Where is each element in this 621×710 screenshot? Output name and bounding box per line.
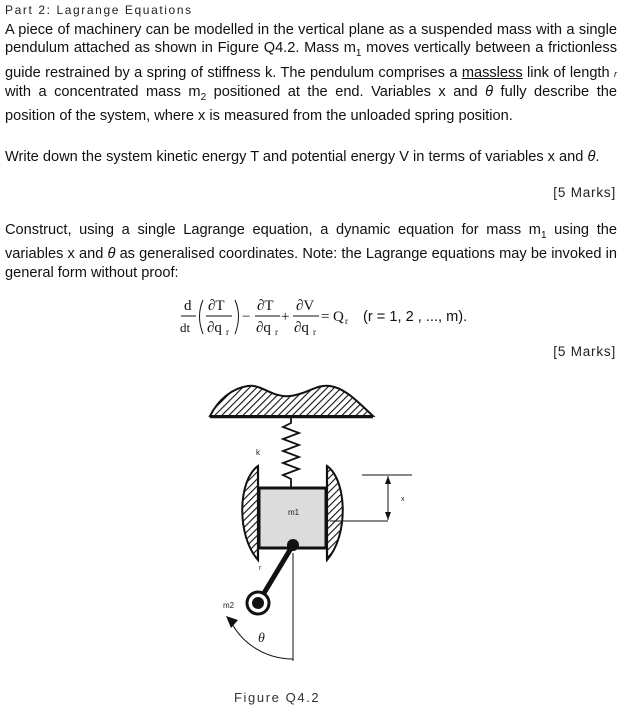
problem-description: A piece of machinery can be modelled in the vertical plane as a suspended mass with a single pendulum attached as shown in Figure Q4.2. Mass $m_1$ moves vertically between a frictionless guide restrained by a spring of stiffness k. The pendulum comprises a massless link of length r with a concentrated mass $m_2$ positioned at the end. Variables x and θ fully describe the position of the system, where x is measured from the unloaded spring position. (5, 22, 618, 125)
question-lagrange: Construct, using a single Lagrange equation, a dynamic equation for mass $m_1$ using the variables x and θ as generalised coordinates. Note: the Lagrange equations may be invoked in general form without proof: (5, 222, 617, 281)
label-r: r (259, 565, 262, 572)
ceiling-support (210, 386, 373, 416)
eq-minus: − (242, 309, 251, 325)
eq-sub-r-3: r (313, 327, 316, 337)
left-guide (242, 466, 258, 560)
mass-m1 (259, 488, 326, 548)
eq-dT-2: ∂T (257, 298, 274, 314)
eq-dq-1: ∂q (207, 320, 222, 336)
right-guide (327, 466, 343, 560)
eq-range: (r = 1, 2 , ..., m). (363, 309, 468, 325)
eq-dt: dt (180, 320, 191, 335)
eq-dV: ∂V (296, 298, 315, 314)
label-k: k (256, 448, 260, 457)
marks-1: [5 Marks] (553, 185, 616, 200)
eq-sub-r-4: r (345, 316, 348, 326)
eq-dT-1: ∂T (208, 298, 225, 314)
spring (283, 417, 299, 488)
eq-dq-3: ∂q (294, 320, 309, 336)
figure-caption: Figure Q4.2 (234, 690, 321, 705)
label-theta: θ (258, 631, 265, 646)
lagrange-equation (0, 296, 621, 340)
part-header: Part 2: Lagrange Equations (5, 3, 193, 17)
label-x: x (401, 496, 405, 503)
question-energy: Write down the system kinetic energy T and potential energy V in terms of variables x and θ. (5, 149, 600, 165)
eq-dq-2: ∂q (256, 320, 271, 336)
pivot (287, 539, 299, 551)
label-m2: m2 (223, 601, 235, 610)
eq-d: d (184, 298, 192, 314)
label-m1: m1 (288, 508, 300, 517)
eq-sub-r-1: r (226, 327, 229, 337)
figure-q4-2 (0, 370, 621, 690)
eq-equals: = (321, 309, 330, 325)
marks-2: [5 Marks] (553, 344, 616, 359)
eq-Q: Q (333, 309, 344, 325)
eq-plus: + (281, 309, 290, 325)
eq-sub-r-2: r (275, 327, 278, 337)
